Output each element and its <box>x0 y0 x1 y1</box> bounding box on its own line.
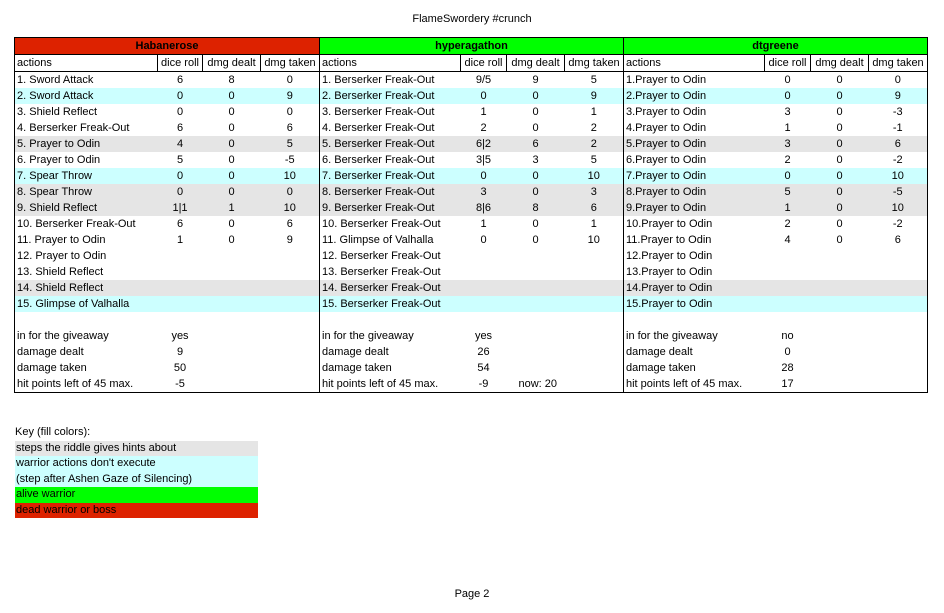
dmg-dealt-cell: 0 <box>507 88 565 104</box>
action-cell: 3. Shield Reflect <box>15 104 158 120</box>
key-item: warrior actions don't execute <box>15 456 258 472</box>
action-cell: 11.Prayer to Odin <box>624 232 765 248</box>
dmg-dealt-cell: 0 <box>203 184 261 200</box>
scoreboard-table <box>14 37 928 393</box>
summary-row <box>15 344 928 360</box>
dmg-dealt-cell <box>811 296 869 312</box>
dmg-taken-cell <box>565 248 624 264</box>
column-header: dice roll <box>765 55 811 72</box>
dmg-dealt-cell: 0 <box>203 232 261 248</box>
dice-roll-cell <box>158 280 203 296</box>
dice-roll-cell: 0 <box>158 88 203 104</box>
dice-roll-cell <box>158 296 203 312</box>
summary-label: damage taken <box>320 360 461 376</box>
action-cell: 14.Prayer to Odin <box>624 280 765 296</box>
dice-roll-cell: 3 <box>765 136 811 152</box>
dmg-dealt-cell: 0 <box>811 88 869 104</box>
dmg-taken-cell <box>565 264 624 280</box>
dmg-taken-cell <box>261 248 320 264</box>
action-cell: 14. Berserker Freak-Out <box>320 280 461 296</box>
dice-roll-cell: 1 <box>765 200 811 216</box>
dmg-dealt-cell <box>507 264 565 280</box>
dmg-dealt-cell: 1 <box>203 200 261 216</box>
table-row <box>15 72 928 89</box>
dmg-taken-cell: -5 <box>261 152 320 168</box>
summary-empty <box>565 376 624 393</box>
dice-roll-cell <box>765 264 811 280</box>
action-cell: 15. Glimpse of Valhalla <box>15 296 158 312</box>
table-row <box>15 264 928 280</box>
action-cell: 13. Berserker Freak-Out <box>320 264 461 280</box>
dmg-taken-cell: 10 <box>869 200 928 216</box>
action-cell: 3.Prayer to Odin <box>624 104 765 120</box>
table-row <box>15 168 928 184</box>
action-cell: 12. Prayer to Odin <box>15 248 158 264</box>
summary-empty <box>565 344 624 360</box>
summary-label: hit points left of 45 max. <box>320 376 461 393</box>
action-cell: 9. Shield Reflect <box>15 200 158 216</box>
dmg-dealt-cell: 0 <box>811 216 869 232</box>
dmg-dealt-cell <box>203 248 261 264</box>
column-header: dmg dealt <box>811 55 869 72</box>
action-cell: 12.Prayer to Odin <box>624 248 765 264</box>
summary-value: 28 <box>781 362 794 374</box>
action-cell: 15. Berserker Freak-Out <box>320 296 461 312</box>
player-header-row <box>15 38 928 55</box>
action-cell: 2. Sword Attack <box>15 88 158 104</box>
action-cell: 14. Shield Reflect <box>15 280 158 296</box>
dice-roll-cell: 3 <box>765 104 811 120</box>
column-header: dice roll <box>158 55 203 72</box>
spacer-cell <box>261 312 320 328</box>
summary-label: damage taken <box>15 360 158 376</box>
dmg-taken-cell: 9 <box>869 88 928 104</box>
dice-roll-cell: 6 <box>158 120 203 136</box>
dice-roll-cell: 8|6 <box>461 200 507 216</box>
action-cell: 2. Berserker Freak-Out <box>320 88 461 104</box>
dmg-dealt-cell <box>811 280 869 296</box>
dmg-taken-cell: 9 <box>565 88 624 104</box>
summary-note <box>811 360 869 376</box>
summary-row <box>15 376 928 393</box>
dmg-taken-cell <box>869 264 928 280</box>
summary-note <box>507 360 565 376</box>
player-name-header: hyperagathon <box>320 38 624 55</box>
dice-roll-cell: 6 <box>158 216 203 232</box>
dmg-dealt-cell: 3 <box>507 152 565 168</box>
spacer-cell <box>811 312 869 328</box>
action-cell: 4. Berserker Freak-Out <box>320 120 461 136</box>
summary-label: damage taken <box>624 360 765 376</box>
dice-roll-cell: 3|5 <box>461 152 507 168</box>
dmg-dealt-cell <box>811 264 869 280</box>
spacer-cell <box>765 312 811 328</box>
summary-row <box>15 360 928 376</box>
summary-value: yes <box>474 330 493 342</box>
dmg-dealt-cell: 8 <box>507 200 565 216</box>
dice-roll-cell: 4 <box>765 232 811 248</box>
dmg-taken-cell <box>869 296 928 312</box>
column-header: dmg taken <box>869 55 928 72</box>
dice-roll-cell: 6|2 <box>461 136 507 152</box>
dmg-dealt-cell: 0 <box>811 200 869 216</box>
dmg-taken-cell: 5 <box>261 136 320 152</box>
table-row <box>15 120 928 136</box>
action-cell: 13. Shield Reflect <box>15 264 158 280</box>
dmg-taken-cell <box>869 248 928 264</box>
summary-note <box>203 344 261 360</box>
summary-label: damage dealt <box>624 344 765 360</box>
dice-roll-cell: 0 <box>765 72 811 89</box>
action-cell: 15.Prayer to Odin <box>624 296 765 312</box>
summary-empty <box>869 376 928 393</box>
column-header: actions <box>624 55 765 72</box>
dmg-dealt-cell <box>203 296 261 312</box>
dice-roll-cell <box>765 280 811 296</box>
action-cell: 1.Prayer to Odin <box>624 72 765 89</box>
summary-note <box>507 328 565 344</box>
key-item: (step after Ashen Gaze of Silencing) <box>15 472 258 488</box>
column-header: actions <box>15 55 158 72</box>
spacer-row <box>15 312 928 328</box>
dice-roll-cell: 1 <box>158 232 203 248</box>
dmg-taken-cell: 1 <box>565 104 624 120</box>
table-row <box>15 232 928 248</box>
dmg-taken-cell: -1 <box>869 120 928 136</box>
summary-label: in for the giveaway <box>15 328 158 344</box>
summary-empty <box>869 344 928 360</box>
dmg-taken-cell: -2 <box>869 216 928 232</box>
dmg-taken-cell: 2 <box>565 136 624 152</box>
column-header: actions <box>320 55 461 72</box>
column-header: dice roll <box>461 55 507 72</box>
action-cell: 7.Prayer to Odin <box>624 168 765 184</box>
action-cell: 1. Sword Attack <box>15 72 158 89</box>
table-row <box>15 216 928 232</box>
dmg-dealt-cell <box>507 248 565 264</box>
summary-note <box>507 344 565 360</box>
action-cell: 5. Berserker Freak-Out <box>320 136 461 152</box>
column-header: dmg taken <box>261 55 320 72</box>
action-cell: 9.Prayer to Odin <box>624 200 765 216</box>
dice-roll-cell: 0 <box>158 184 203 200</box>
summary-note <box>811 344 869 360</box>
dmg-taken-cell: 6 <box>261 216 320 232</box>
dmg-dealt-cell: 0 <box>811 136 869 152</box>
player-name-header: dtgreene <box>624 38 928 55</box>
spacer-cell <box>869 312 928 328</box>
dice-roll-cell: 0 <box>765 168 811 184</box>
dmg-dealt-cell: 9 <box>507 72 565 89</box>
dmg-dealt-cell: 0 <box>811 168 869 184</box>
summary-label: hit points left of 45 max. <box>15 376 158 393</box>
dice-roll-cell: 3 <box>461 184 507 200</box>
summary-empty <box>565 328 624 344</box>
column-header: dmg dealt <box>203 55 261 72</box>
dice-roll-cell: 9/5 <box>461 72 507 89</box>
dmg-dealt-cell <box>203 280 261 296</box>
dmg-taken-cell: -2 <box>869 152 928 168</box>
action-cell: 11. Glimpse of Valhalla <box>320 232 461 248</box>
dmg-dealt-cell: 0 <box>811 184 869 200</box>
dmg-dealt-cell: 0 <box>203 152 261 168</box>
summary-value: -5 <box>158 376 203 393</box>
dmg-taken-cell <box>261 264 320 280</box>
dice-roll-cell: 2 <box>765 152 811 168</box>
table-row <box>15 280 928 296</box>
summary-label: in for the giveaway <box>320 328 461 344</box>
dmg-taken-cell: 5 <box>565 72 624 89</box>
dice-roll-cell <box>461 248 507 264</box>
summary-value: 50 <box>173 362 187 374</box>
action-cell: 2.Prayer to Odin <box>624 88 765 104</box>
action-cell: 12. Berserker Freak-Out <box>320 248 461 264</box>
dmg-taken-cell: 0 <box>869 72 928 89</box>
dice-roll-cell <box>765 296 811 312</box>
dice-roll-cell <box>461 264 507 280</box>
dice-roll-cell: 1 <box>461 104 507 120</box>
dice-roll-cell: 2 <box>765 216 811 232</box>
summary-note <box>203 360 261 376</box>
dmg-taken-cell <box>261 296 320 312</box>
dmg-taken-cell: 0 <box>261 184 320 200</box>
dmg-taken-cell: 0 <box>261 72 320 89</box>
summary-note <box>811 376 869 393</box>
spacer-cell <box>565 312 624 328</box>
summary-note <box>811 328 869 344</box>
action-cell: 7. Spear Throw <box>15 168 158 184</box>
dmg-dealt-cell: 6 <box>507 136 565 152</box>
dice-roll-cell: 0 <box>158 168 203 184</box>
dmg-taken-cell: 3 <box>565 184 624 200</box>
column-header: dmg taken <box>565 55 624 72</box>
summary-note <box>203 328 261 344</box>
summary-value: 9 <box>176 346 184 358</box>
dmg-dealt-cell <box>811 248 869 264</box>
dmg-dealt-cell: 0 <box>203 120 261 136</box>
action-cell: 9. Berserker Freak-Out <box>320 200 461 216</box>
summary-empty <box>261 360 320 376</box>
dice-roll-cell: 1 <box>765 120 811 136</box>
action-cell: 8. Berserker Freak-Out <box>320 184 461 200</box>
dice-roll-cell <box>461 280 507 296</box>
summary-empty <box>261 376 320 393</box>
dmg-dealt-cell: 0 <box>507 104 565 120</box>
dmg-dealt-cell: 0 <box>507 184 565 200</box>
action-cell: 3. Berserker Freak-Out <box>320 104 461 120</box>
table-row <box>15 104 928 120</box>
dmg-taken-cell <box>565 296 624 312</box>
key-item: steps the riddle gives hints about <box>15 441 258 457</box>
dmg-taken-cell <box>261 280 320 296</box>
dmg-taken-cell: 10 <box>565 232 624 248</box>
dmg-taken-cell: 6 <box>869 136 928 152</box>
action-cell: 1. Berserker Freak-Out <box>320 72 461 89</box>
dmg-taken-cell: 10 <box>869 168 928 184</box>
key-item: dead warrior or boss <box>15 503 258 519</box>
action-cell: 6. Berserker Freak-Out <box>320 152 461 168</box>
dmg-taken-cell <box>565 280 624 296</box>
spacer-cell <box>158 312 203 328</box>
dmg-dealt-cell: 0 <box>203 168 261 184</box>
dmg-taken-cell: 10 <box>565 168 624 184</box>
column-header-row <box>15 55 928 72</box>
dmg-taken-cell: 10 <box>261 168 320 184</box>
dmg-dealt-cell: 0 <box>203 88 261 104</box>
action-cell: 5.Prayer to Odin <box>624 136 765 152</box>
summary-label: hit points left of 45 max. <box>624 376 765 393</box>
spacer-cell <box>320 312 461 328</box>
column-header: dmg dealt <box>507 55 565 72</box>
dmg-taken-cell: 2 <box>565 120 624 136</box>
color-key <box>14 425 258 516</box>
dmg-taken-cell: 10 <box>261 200 320 216</box>
table-row <box>15 248 928 264</box>
action-cell: 8. Spear Throw <box>15 184 158 200</box>
dmg-taken-cell: 6 <box>261 120 320 136</box>
summary-empty <box>869 328 928 344</box>
action-cell: 13.Prayer to Odin <box>624 264 765 280</box>
dmg-taken-cell: 9 <box>261 232 320 248</box>
dice-roll-cell: 1 <box>461 216 507 232</box>
action-cell: 10. Berserker Freak-Out <box>15 216 158 232</box>
action-cell: 8.Prayer to Odin <box>624 184 765 200</box>
dice-roll-cell: 0 <box>765 88 811 104</box>
dice-roll-cell: 0 <box>461 88 507 104</box>
table-row <box>15 152 928 168</box>
action-cell: 10.Prayer to Odin <box>624 216 765 232</box>
action-cell: 10. Berserker Freak-Out <box>320 216 461 232</box>
dmg-dealt-cell: 0 <box>811 72 869 89</box>
dmg-taken-cell: 6 <box>565 200 624 216</box>
summary-empty <box>869 360 928 376</box>
table-row <box>15 296 928 312</box>
table-row <box>15 88 928 104</box>
dmg-taken-cell: 9 <box>261 88 320 104</box>
action-cell: 6.Prayer to Odin <box>624 152 765 168</box>
summary-value: 54 <box>477 362 490 374</box>
dmg-dealt-cell: 0 <box>811 104 869 120</box>
dice-roll-cell: 5 <box>765 184 811 200</box>
summary-note: now: 20 <box>507 376 565 393</box>
dice-roll-cell: 5 <box>158 152 203 168</box>
dice-roll-cell: 4 <box>158 136 203 152</box>
summary-value: 0 <box>784 346 791 358</box>
table-row <box>15 184 928 200</box>
summary-label: damage dealt <box>320 344 461 360</box>
summary-value: no <box>781 330 794 342</box>
dice-roll-cell: 0 <box>461 168 507 184</box>
action-cell: 5. Prayer to Odin <box>15 136 158 152</box>
dmg-taken-cell: 5 <box>565 152 624 168</box>
summary-value: 26 <box>477 346 490 358</box>
spacer-cell <box>461 312 507 328</box>
dmg-taken-cell: 0 <box>261 104 320 120</box>
action-cell: 6. Prayer to Odin <box>15 152 158 168</box>
dmg-taken-cell: -3 <box>869 104 928 120</box>
summary-label: in for the giveaway <box>624 328 765 344</box>
page-number: Page 2 <box>454 588 490 600</box>
summary-value: -9 <box>461 376 507 393</box>
dmg-dealt-cell: 0 <box>507 232 565 248</box>
dmg-taken-cell: 6 <box>869 232 928 248</box>
summary-label: damage dealt <box>15 344 158 360</box>
page-title: FlameSwordery #crunch <box>412 13 532 25</box>
summary-empty <box>261 328 320 344</box>
table-row <box>15 200 928 216</box>
dmg-taken-cell: 1 <box>565 216 624 232</box>
dice-roll-cell <box>158 264 203 280</box>
dmg-dealt-cell: 0 <box>811 232 869 248</box>
summary-note <box>203 376 261 393</box>
dice-roll-cell: 0 <box>158 104 203 120</box>
dmg-dealt-cell: 0 <box>507 168 565 184</box>
spacer-cell <box>203 312 261 328</box>
dice-roll-cell: 0 <box>461 232 507 248</box>
dmg-dealt-cell: 0 <box>507 216 565 232</box>
spacer-cell <box>507 312 565 328</box>
dice-roll-cell <box>158 248 203 264</box>
dmg-dealt-cell <box>507 280 565 296</box>
key-heading: Key (fill colors): <box>15 426 91 438</box>
table-row <box>15 136 928 152</box>
key-item: alive warrior <box>15 487 258 503</box>
dice-roll-cell: 6 <box>158 72 203 89</box>
dmg-dealt-cell <box>507 296 565 312</box>
action-cell: 7. Berserker Freak-Out <box>320 168 461 184</box>
summary-row <box>15 328 928 344</box>
action-cell: 11. Prayer to Odin <box>15 232 158 248</box>
dmg-dealt-cell: 0 <box>507 120 565 136</box>
dmg-dealt-cell <box>203 264 261 280</box>
dice-roll-cell <box>461 296 507 312</box>
action-cell: 4.Prayer to Odin <box>624 120 765 136</box>
dmg-dealt-cell: 0 <box>203 136 261 152</box>
dmg-dealt-cell: 0 <box>811 152 869 168</box>
dmg-taken-cell <box>869 280 928 296</box>
dice-roll-cell: 2 <box>461 120 507 136</box>
summary-empty <box>261 344 320 360</box>
dice-roll-cell: 1|1 <box>158 200 203 216</box>
dmg-dealt-cell: 0 <box>203 216 261 232</box>
player-name-header: Habanerose <box>15 38 320 55</box>
dmg-dealt-cell: 0 <box>203 104 261 120</box>
dmg-dealt-cell: 0 <box>811 120 869 136</box>
dice-roll-cell <box>765 248 811 264</box>
dmg-dealt-cell: 8 <box>203 72 261 89</box>
dmg-taken-cell: -5 <box>869 184 928 200</box>
spacer-cell <box>624 312 765 328</box>
spacer-cell <box>15 312 158 328</box>
action-cell: 4. Berserker Freak-Out <box>15 120 158 136</box>
summary-value: yes <box>171 330 189 342</box>
summary-value: 17 <box>765 376 811 393</box>
summary-empty <box>565 360 624 376</box>
